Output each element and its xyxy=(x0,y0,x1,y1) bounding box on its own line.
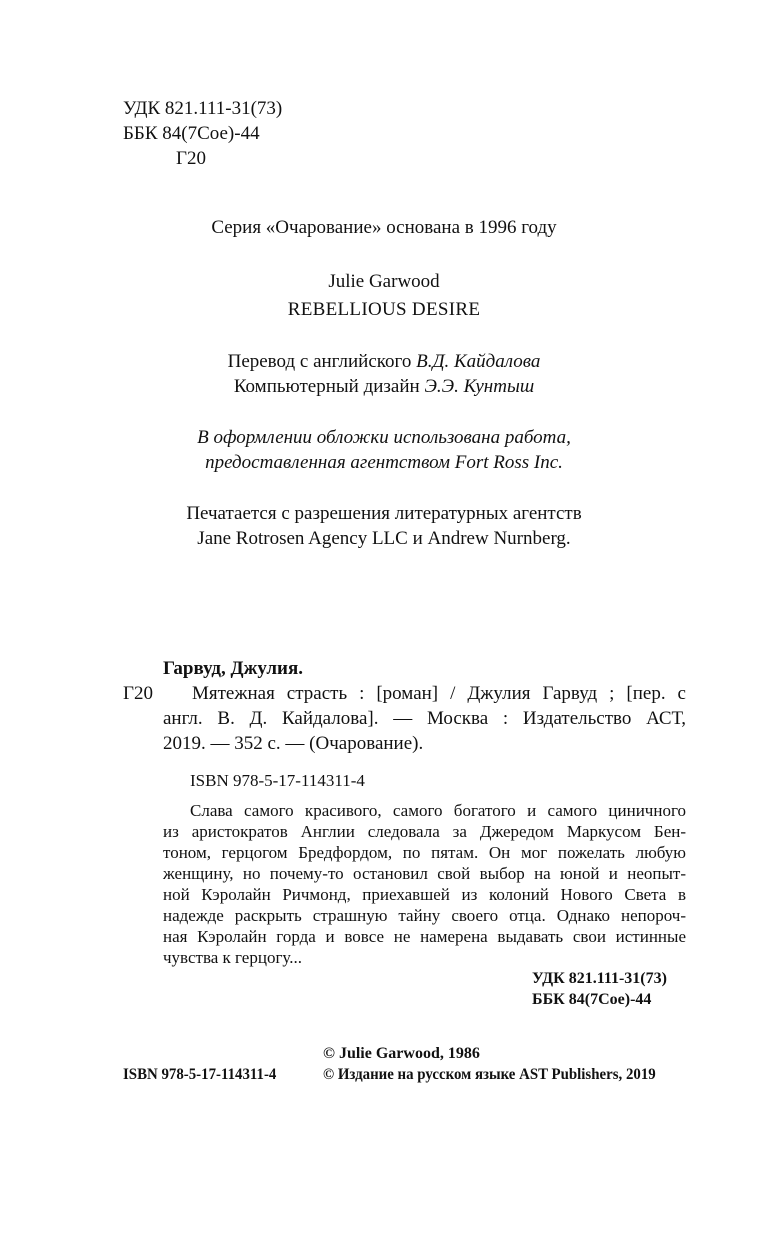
annotation-line-4: женщину, но почему-то остановил свой выбор на юной и неопыт- xyxy=(163,864,686,883)
annotation-line-2: из аристократов Англии следовала за Джередом Маркусом Бен- xyxy=(163,822,686,841)
annotation-line-7: ная Кэролайн горда и вовсе не намерена выдавать свои истинные xyxy=(163,927,686,946)
translation-credit xyxy=(0,351,768,373)
translation-label: Перевод с английского xyxy=(227,351,417,372)
annotation-line-8: чувства к герцогу... xyxy=(163,948,302,967)
permission-line-1: Печатается с разрешения литературных агентств xyxy=(186,503,582,524)
udk-code: УДК 821.111-31(73) xyxy=(123,98,283,119)
author-mark: Г20 xyxy=(176,148,206,169)
original-author: Julie Garwood xyxy=(328,271,440,292)
designer-name: Э.Э. Кунтыш xyxy=(424,376,535,397)
bbk-code: ББК 84(7Сое)-44 xyxy=(123,123,260,144)
annotation-line-3: тоном, герцогом Бредфордом, по пятам. Он мог пожелать любую xyxy=(163,843,686,862)
design-credit xyxy=(0,376,768,398)
original-title: REBELLIOUS DESIRE xyxy=(287,299,481,320)
design-label: Компьютерный дизайн xyxy=(233,376,425,397)
catalog-entry-line-3: 2019. — 352 с. — (Очарование). xyxy=(163,733,424,754)
cover-note-line-1: В оформлении обложки использована работа, xyxy=(197,427,571,448)
copyright-edition: © Издание на русском языке AST Publishers, 2019 xyxy=(323,1066,656,1083)
annotation-line-6: надежде раскрыть страшную тайну своего отца. Однако непороч- xyxy=(163,906,686,925)
cover-note-line-2: предоставленная агентством Fort Ross Inc. xyxy=(205,452,563,473)
annotation-line-1: Слава самого красивого, самого богатого и самого циничного xyxy=(190,801,686,820)
permission-line-2: Jane Rotrosen Agency LLC и Andrew Nurnberg. xyxy=(197,528,571,549)
annotation-line-5: ной Кэролайн Ричмонд, приехавшей из колоний Нового Света в xyxy=(163,885,686,904)
catalog-mark: Г20 xyxy=(123,683,153,704)
copyright-isbn: ISBN 978-5-17-114311-4 xyxy=(123,1066,277,1083)
catalog-isbn: ISBN 978-5-17-114311-4 xyxy=(190,771,365,790)
footer-udk-code: УДК 821.111-31(73) xyxy=(532,970,667,987)
translator-name: В.Д. Кайдалова xyxy=(416,351,541,372)
catalog-entry-line-2: англ. В. Д. Кайдалова]. — Москва : Издательство АСТ, xyxy=(163,708,686,729)
footer-bbk-code: ББК 84(7Сое)-44 xyxy=(532,991,652,1008)
copyright-original: © Julie Garwood, 1986 xyxy=(323,1045,480,1062)
catalog-entry-line-1: Мятежная страсть : [роман] / Джулия Гарвуд ; [пер. с xyxy=(192,683,686,704)
series-note: Серия «Очарование» основана в 1996 году xyxy=(211,217,557,238)
catalog-heading: Гарвуд, Джулия. xyxy=(163,658,304,679)
